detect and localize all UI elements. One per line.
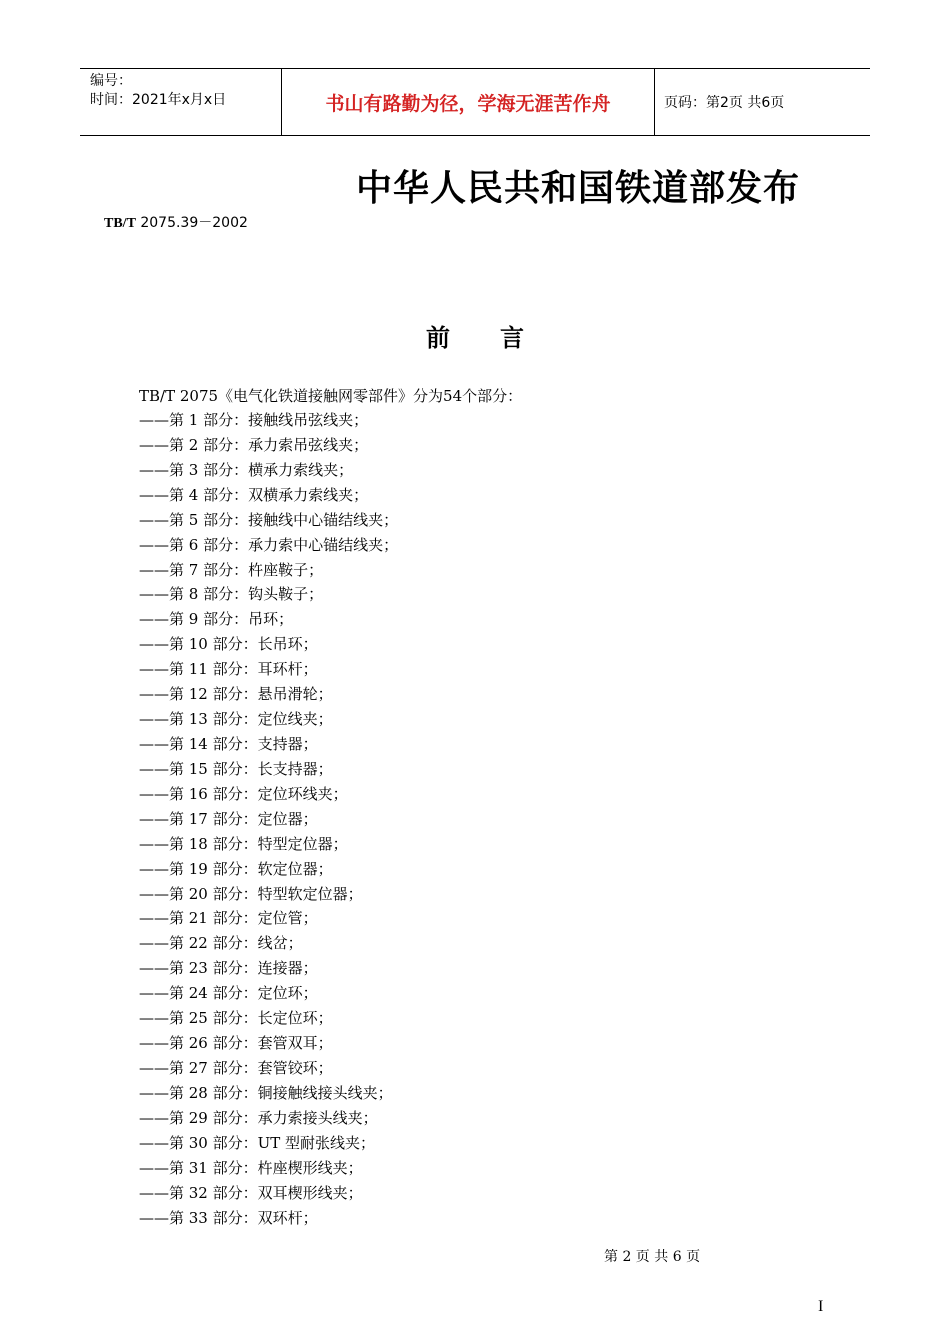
header-divider	[654, 69, 655, 135]
list-item: ——第 20 部分：特型软定位器；	[139, 884, 363, 903]
parts-list	[139, 408, 398, 1230]
list-item: ——第 30 部分：UT 型耐张线夹；	[139, 1133, 376, 1152]
list-item: ——第 4 部分：双横承力索线夹；	[139, 485, 369, 504]
list-item: ——第 7 部分：杵座鞍子；	[139, 560, 324, 579]
list-item: ——第 12 部分：悬吊滑轮；	[139, 685, 333, 704]
header-meta	[90, 72, 226, 110]
header-page-info: 页码：第2页 共6页	[664, 95, 785, 111]
list-item: ——第 16 部分：定位环线夹；	[139, 784, 348, 803]
list-item: ——第 1 部分：接触线吊弦线夹；	[139, 411, 369, 429]
list-item: ——第 5 部分：接触线中心锚结线夹；	[139, 510, 399, 529]
list-item: ——第 11 部分：耳环杆；	[139, 660, 318, 679]
issuer-title: 中华人民共和国铁道部发布	[356, 168, 801, 209]
list-item: ——第 3 部分：横承力索线夹；	[139, 460, 354, 479]
standard-code	[104, 212, 248, 232]
list-item: ——第 10 部分：长吊环；	[139, 635, 318, 654]
list-item: ——第 23 部分：连接器；	[139, 959, 318, 978]
list-item: ——第 6 部分：承力索中心锚结线夹；	[139, 535, 399, 554]
list-item: ——第 9 部分：吊环；	[139, 610, 294, 629]
list-item: ——第 29 部分：承力索接头线夹；	[139, 1108, 378, 1127]
list-item: ——第 22 部分：线岔；	[139, 934, 303, 953]
document-header	[80, 68, 870, 136]
list-item: ——第 28 部分：铜接触线接头线夹；	[139, 1083, 393, 1102]
list-item: ——第 8 部分：钩头鞍子；	[139, 585, 324, 604]
list-item: ——第 24 部分：定位环；	[139, 984, 318, 1003]
list-item: ——第 21 部分：定位管；	[139, 909, 318, 928]
footer-page-number: 第 2 页 共 6 页	[604, 1249, 701, 1265]
section-title: 前言	[426, 324, 574, 352]
list-item: ——第 26 部分：套管双耳；	[139, 1034, 333, 1053]
standard-prefix: TB/T	[104, 216, 136, 231]
intro-paragraph: TB/T 2075《电气化铁道接触网零部件》分为54个部分：	[139, 387, 523, 405]
list-item: ——第 18 部分：特型定位器；	[139, 834, 348, 853]
time-label: 时间：2021年x月x日	[90, 92, 227, 108]
list-item: ——第 31 部分：杵座楔形线夹；	[139, 1158, 363, 1177]
header-motto: 书山有路勤为径，学海无涯苦作舟	[325, 92, 611, 115]
list-item: ——第 19 部分：软定位器；	[139, 859, 333, 878]
list-item: ——第 32 部分：双耳楔形线夹；	[139, 1183, 363, 1202]
number-label: 编号：	[90, 73, 132, 89]
list-item: ——第 14 部分：支持器；	[139, 734, 318, 753]
standard-number: 2075.39－2002	[135, 215, 248, 231]
list-item: ——第 33 部分：双环杆；	[139, 1208, 318, 1227]
list-item: ——第 15 部分：长支持器；	[139, 759, 333, 778]
footer-roman-numeral: I	[818, 1298, 824, 1315]
list-item: ——第 27 部分：套管铰环；	[139, 1058, 333, 1077]
list-item: ——第 17 部分：定位器；	[139, 809, 318, 828]
list-item: ——第 2 部分：承力索吊弦线夹；	[139, 435, 369, 454]
list-item: ——第 25 部分：长定位环；	[139, 1009, 333, 1028]
list-item: ——第 13 部分：定位线夹；	[139, 710, 333, 729]
